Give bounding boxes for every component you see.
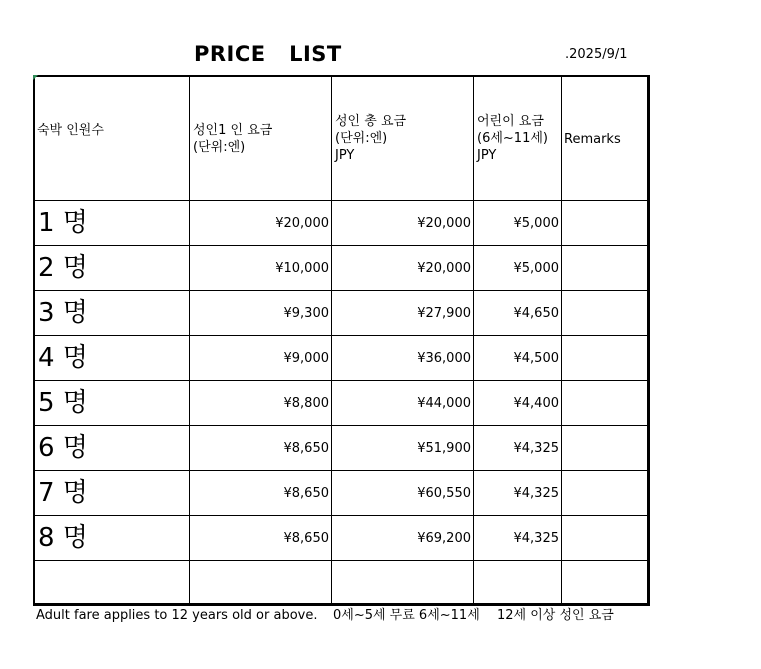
header-adult-per-person-unit: (단위:엔) — [193, 140, 246, 155]
header-adult-total — [335, 113, 406, 164]
adult-per-person-cell: ¥8,650 — [283, 441, 329, 456]
guest-count-cell: 4 명 — [38, 343, 88, 373]
header-child-rate-currency: JPY — [477, 148, 497, 163]
child-rate-cell: ¥4,400 — [513, 396, 559, 411]
guest-count-cell: 7 명 — [38, 478, 88, 508]
table-row — [35, 291, 647, 336]
table-row — [35, 426, 647, 471]
page-title: PRICE LIST — [194, 42, 342, 66]
adult-total-cell: ¥20,000 — [417, 261, 471, 276]
adult-per-person-cell: ¥8,800 — [283, 396, 329, 411]
header-adult-per-person — [193, 122, 272, 156]
table-row — [35, 471, 647, 516]
adult-total-cell: ¥51,900 — [417, 441, 471, 456]
document-date: .2025/9/1 — [565, 47, 628, 62]
adult-fare-note: Adult fare applies to 12 years old or above. — [36, 608, 318, 623]
adult-total-cell: ¥69,200 — [417, 531, 471, 546]
adult-total-cell: ¥44,000 — [417, 396, 471, 411]
header-adult-total-currency: JPY — [335, 148, 355, 163]
guest-count-cell: 3 명 — [38, 298, 88, 328]
adult-total-cell: ¥27,900 — [417, 306, 471, 321]
header-child-rate-line1: 어린이 요금 — [477, 114, 544, 129]
child-fare-note: 0세~5세 무료 6세~11세 — [333, 608, 480, 623]
table-row — [35, 246, 647, 291]
table-row — [35, 381, 647, 426]
header-child-rate-age: (6세~11세) — [477, 131, 548, 146]
guest-count-cell: 2 명 — [38, 253, 88, 283]
adult-total-cell: ¥36,000 — [417, 351, 471, 366]
child-rate-cell: ¥4,325 — [513, 486, 559, 501]
cell-selection-corner — [33, 75, 38, 80]
adult-rate-note: 12세 이상 성인 요금 — [497, 608, 614, 623]
header-adult-per-person-line1: 성인1 인 요금 — [193, 123, 273, 138]
guest-count-cell: 6 명 — [38, 433, 88, 463]
adult-per-person-cell: ¥9,300 — [283, 306, 329, 321]
header-adult-total-unit: (단위:엔) — [335, 131, 388, 146]
child-rate-cell: ¥4,500 — [513, 351, 559, 366]
adult-per-person-cell: ¥8,650 — [283, 486, 329, 501]
child-rate-cell: ¥5,000 — [513, 261, 559, 276]
guest-count-cell: 5 명 — [38, 388, 88, 418]
guest-count-cell: 1 명 — [38, 208, 88, 238]
child-rate-cell: ¥5,000 — [513, 216, 559, 231]
adult-per-person-cell: ¥10,000 — [275, 261, 329, 276]
table-row — [35, 201, 647, 246]
header-child-rate — [477, 113, 548, 164]
table-row — [35, 336, 647, 381]
table-row — [35, 516, 647, 561]
adult-per-person-cell: ¥9,000 — [283, 351, 329, 366]
adult-per-person-cell: ¥8,650 — [283, 531, 329, 546]
child-rate-cell: ¥4,325 — [513, 531, 559, 546]
adult-per-person-cell: ¥20,000 — [275, 216, 329, 231]
child-rate-cell: ¥4,650 — [513, 306, 559, 321]
header-remarks: Remarks — [564, 132, 621, 147]
guest-count-cell: 8 명 — [38, 523, 88, 553]
adult-total-cell: ¥60,550 — [417, 486, 471, 501]
header-guest-count: 숙박 인원수 — [37, 123, 104, 138]
header-adult-total-line1: 성인 총 요금 — [335, 114, 407, 129]
adult-total-cell: ¥20,000 — [417, 216, 471, 231]
child-rate-cell: ¥4,325 — [513, 441, 559, 456]
